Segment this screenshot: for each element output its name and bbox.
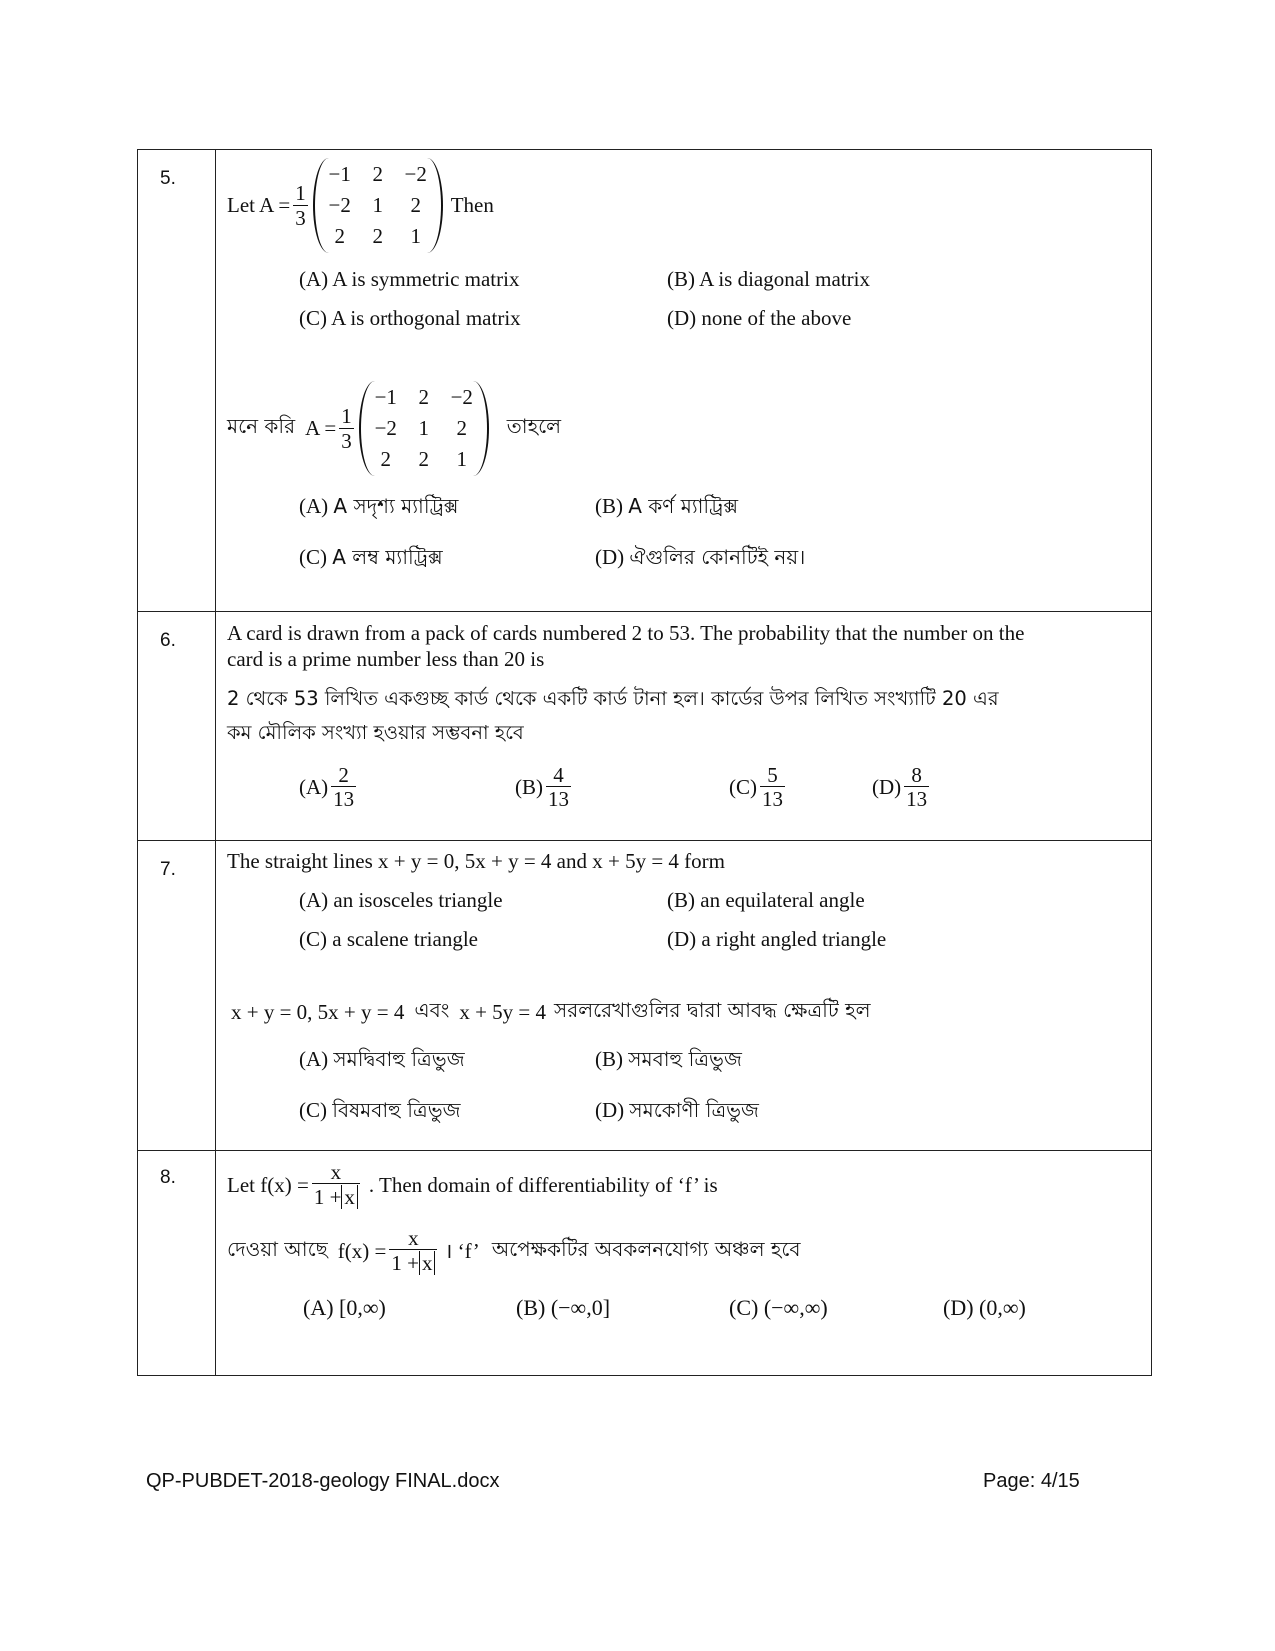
function-fraction [389, 1227, 437, 1275]
fraction-denominator [389, 1249, 437, 1275]
question-body [216, 1151, 1152, 1376]
matrix-cell: 1 [456, 447, 468, 471]
question-stem-en [227, 1161, 1131, 1209]
option-fraction [760, 764, 785, 810]
options-bn [299, 1045, 1131, 1129]
matrix-cell: 2 [372, 162, 383, 186]
question-stem-bn [227, 1227, 1131, 1275]
option-value: (−∞,0] [550, 1295, 611, 1321]
equation: x + y = 0, 5x + y = 4 [231, 1000, 405, 1024]
option-d[interactable] [595, 1096, 955, 1129]
option-a[interactable] [299, 1045, 595, 1078]
footer-filename: QP-PUBDET-2018-geology FINAL.docx [146, 1470, 500, 1492]
matrix [359, 381, 489, 476]
absolute-value: x [341, 1185, 358, 1209]
stem-text: সরলরেখাগুলির দ্বারা আবদ্ধ ক্ষেত্রটি হল [554, 998, 871, 1022]
fraction-numerator: 8 [911, 763, 922, 787]
fraction-numerator: 5 [767, 763, 778, 787]
equation: x + 5y = 4 [459, 1000, 547, 1024]
question-number: 7. [138, 841, 216, 1151]
question-stem-en [227, 620, 1131, 672]
options [299, 764, 1131, 824]
option-label: (D) [595, 1098, 625, 1122]
fraction-denominator [312, 1183, 360, 1209]
denominator-text: 1 + [391, 1251, 419, 1276]
option-b[interactable] [595, 1045, 955, 1078]
stem-text: Let f(x) = [227, 1172, 309, 1197]
option-a[interactable] [299, 764, 359, 810]
option-text: ঐগুলির কোনটিই নয়। [629, 545, 806, 569]
matrix-cell: −1 [374, 385, 397, 409]
scalar-fraction [339, 405, 354, 451]
fraction-numerator: 4 [553, 763, 564, 787]
question-stem-en [227, 158, 1131, 253]
question-row [138, 841, 1152, 1151]
option-d[interactable] [943, 1295, 1026, 1321]
fraction-denominator: 3 [295, 205, 306, 230]
option-c[interactable] [729, 764, 788, 810]
option-text: A লম্ব ম্যাট্রিক্স [332, 545, 443, 569]
option-c[interactable] [299, 543, 595, 576]
option-a[interactable]: (A) an isosceles triangle [299, 888, 503, 912]
matrix-cell: 2 [418, 385, 430, 409]
matrix [313, 158, 443, 253]
option-d[interactable]: (D) none of the above [667, 306, 852, 330]
fraction-numerator: 2 [338, 763, 349, 787]
question-number: 8. [138, 1151, 216, 1376]
matrix-cell: 1 [418, 416, 430, 440]
fraction-denominator: 13 [548, 787, 569, 812]
option-text: A কর্ণ ম্যাট্রিক্স [628, 494, 739, 518]
stem-text: A = [305, 416, 337, 440]
stem-text: দেওয়া আছে [227, 1236, 328, 1261]
stem-text: এবং [414, 998, 450, 1022]
matrix-cell: 1 [410, 224, 421, 248]
stem-text: Then [450, 193, 494, 217]
option-label: (A) [299, 774, 329, 799]
question-stem-en: The straight lines x + y = 0, 5x + y = 4 and x + 5y = 4 form [227, 849, 726, 873]
stem-line: 2 থেকে 53 লিখিত একগুচ্ছ কার্ড থেকে একটি কার্ড টানা হল। কার্ডের উপর লিখিত সংখ্যাটি 20 এর [227, 687, 999, 710]
question-number: 5. [138, 150, 216, 612]
option-b[interactable] [516, 1295, 610, 1321]
option-a[interactable]: (A) A is symmetric matrix [299, 267, 520, 291]
stem-text: । ‘f’ [444, 1239, 480, 1264]
matrix-cell: 2 [410, 193, 421, 217]
matrix-cell: −1 [328, 162, 351, 186]
stem-text: অপেক্ষকটির অবকলনযোগ্য অঞ্চল হবে [491, 1236, 801, 1261]
option-value: [0,∞) [339, 1295, 386, 1321]
option-label: (A) [299, 494, 329, 518]
question-body [216, 150, 1152, 612]
stem-line: card is a prime number less than 20 is [227, 647, 545, 671]
option-b[interactable]: (B) A is diagonal matrix [667, 267, 870, 291]
option-a[interactable] [299, 492, 595, 525]
matrix-cell: 2 [456, 416, 468, 440]
question-row [138, 150, 1152, 612]
question-stem-bn [231, 996, 1131, 1029]
matrix-cell: 1 [372, 193, 383, 217]
option-value: (−∞,∞) [763, 1295, 828, 1321]
stem-text: f(x) = [337, 1238, 387, 1263]
option-label: (C) [299, 1098, 327, 1122]
option-fraction [546, 764, 571, 810]
fraction-denominator: 3 [341, 428, 352, 453]
option-b[interactable] [595, 492, 955, 525]
option-label: (B) [516, 1295, 546, 1321]
matrix-cell: 2 [334, 224, 345, 248]
option-fraction [331, 764, 356, 810]
option-b[interactable]: (B) an equilateral angle [667, 888, 865, 912]
option-label: (B) [515, 774, 543, 799]
matrix-cell: −2 [404, 162, 427, 186]
option-label: (D) [943, 1295, 974, 1321]
question-number: 6. [138, 612, 216, 841]
option-label: (B) [595, 494, 623, 518]
stem-text: মনে করি [227, 414, 296, 438]
option-text: সমদ্বিবাহু ত্রিভুজ [333, 1047, 465, 1071]
option-d[interactable] [595, 543, 955, 576]
option-label: (B) [595, 1047, 623, 1071]
stem-text: Let A = [227, 193, 291, 217]
option-text: সমবাহু ত্রিভুজ [628, 1047, 742, 1071]
option-label: (D) [595, 545, 625, 569]
question-row [138, 612, 1152, 841]
options-bn [299, 492, 1131, 576]
stem-text: তাহলে [506, 414, 562, 438]
denominator-text: 1 + [313, 1185, 342, 1210]
option-c[interactable] [299, 1096, 595, 1129]
stem-line: A card is drawn from a pack of cards numbered 2 to 53. The probability that the number on the [227, 621, 1025, 645]
fraction-denominator: 13 [333, 787, 355, 812]
option-value: (0,∞) [979, 1295, 1026, 1321]
option-a[interactable] [303, 1295, 386, 1321]
option-text: বিষমবাহু ত্রিভুজ [332, 1098, 461, 1122]
option-label: (A) [299, 1047, 329, 1071]
scalar-fraction [293, 182, 308, 228]
option-label: (C) [729, 774, 757, 799]
fraction-numerator: x [330, 1160, 342, 1184]
fraction-denominator: 13 [906, 787, 928, 812]
matrix-cell: 2 [418, 447, 430, 471]
matrix-cell: 2 [380, 447, 392, 471]
option-fraction [904, 764, 929, 810]
footer-page-number: Page: 4/15 [983, 1470, 1080, 1492]
question-body [216, 612, 1152, 841]
matrix-cell: 2 [372, 224, 383, 248]
question-row [138, 1151, 1152, 1376]
matrix-cell: −2 [450, 385, 473, 409]
fraction-numerator: x [408, 1226, 419, 1251]
stem-line: কম মৌলিক সংখ্যা হওয়ার সম্ভবনা হবে [227, 721, 524, 744]
option-c[interactable]: (C) a scalene triangle [299, 927, 478, 951]
options-en [299, 267, 1131, 331]
option-c[interactable] [729, 1295, 828, 1321]
question-table [137, 149, 1152, 1376]
option-label: (C) [299, 545, 327, 569]
option-d[interactable]: (D) a right angled triangle [667, 927, 887, 951]
options-en [299, 888, 1131, 952]
fraction-numerator: 1 [295, 181, 306, 206]
option-label: (D) [872, 774, 902, 799]
fraction-numerator: 1 [341, 404, 352, 429]
option-text: A সদৃশ্য ম্যাট্রিক্স [333, 494, 459, 518]
question-body [216, 841, 1152, 1151]
matrix-cell: −2 [328, 193, 351, 217]
option-text: সমকোণী ত্রিভুজ [629, 1098, 759, 1122]
absolute-value: x [419, 1251, 436, 1275]
option-d[interactable] [872, 764, 932, 810]
option-b[interactable] [515, 764, 574, 810]
fraction-denominator: 13 [762, 787, 783, 812]
matrix-cell: −2 [374, 416, 397, 440]
stem-text: . Then domain of differentiability of ‘f’ is [368, 1172, 718, 1197]
option-c[interactable]: (C) A is orthogonal matrix [299, 306, 521, 330]
option-label: (A) [303, 1295, 334, 1321]
question-stem-bn [227, 381, 1131, 476]
options [303, 1295, 1131, 1335]
function-fraction [312, 1161, 360, 1209]
question-stem-bn [227, 682, 1131, 750]
option-label: (C) [729, 1295, 759, 1321]
